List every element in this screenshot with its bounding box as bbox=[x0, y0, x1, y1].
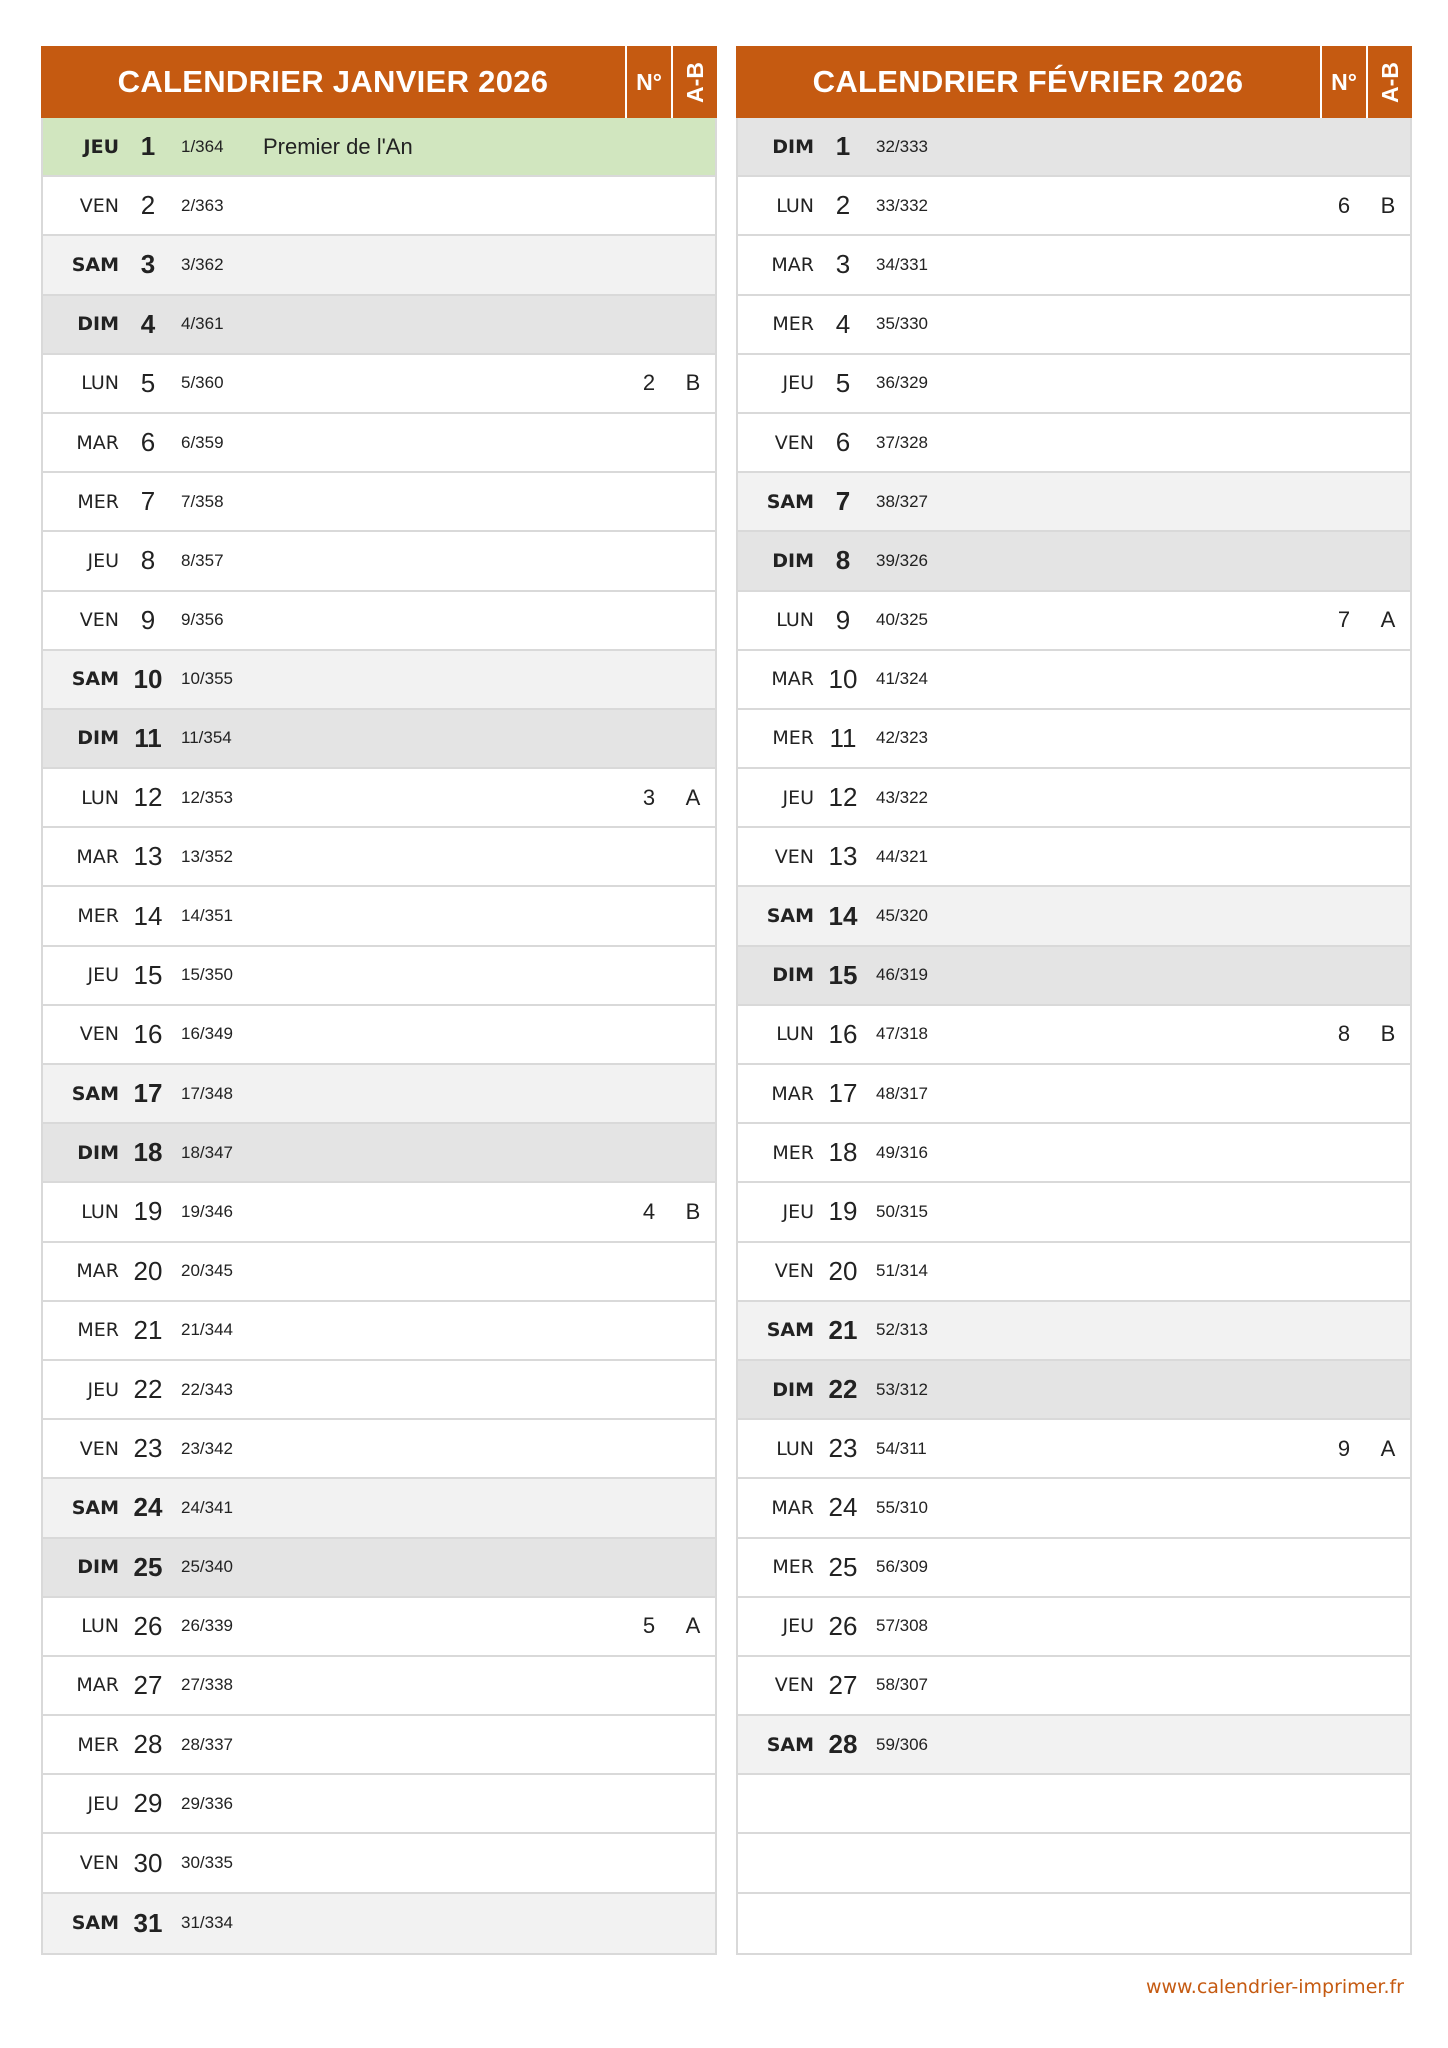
week-number: 8 bbox=[1337, 1021, 1351, 1047]
day-of-week: JEU bbox=[87, 549, 119, 572]
day-of-week: LUN bbox=[81, 1200, 119, 1223]
day-of-year: 52/313 bbox=[876, 1320, 928, 1340]
day-of-year: 26/339 bbox=[181, 1616, 233, 1636]
day-of-year: 22/343 bbox=[181, 1379, 233, 1399]
day-of-week: LUN bbox=[81, 786, 119, 809]
day-row bbox=[738, 1065, 1410, 1124]
ab-week-header bbox=[1366, 46, 1412, 118]
day-note: Premier de l'An bbox=[263, 133, 413, 159]
day-rows bbox=[43, 118, 715, 1953]
day-row bbox=[43, 1065, 715, 1124]
day-of-week: MER bbox=[772, 313, 814, 336]
day-of-year: 20/345 bbox=[181, 1261, 233, 1281]
day-row bbox=[738, 1716, 1410, 1775]
day-row bbox=[43, 1657, 715, 1716]
day-row bbox=[738, 769, 1410, 828]
day-row bbox=[738, 1302, 1410, 1361]
day-of-week: MER bbox=[77, 1319, 119, 1342]
day-of-year: 8/357 bbox=[181, 550, 224, 570]
month-january bbox=[41, 46, 717, 1955]
day-of-year: 18/347 bbox=[181, 1142, 233, 1162]
day-number: 19 bbox=[828, 1196, 858, 1227]
day-row bbox=[43, 592, 715, 651]
day-rows bbox=[738, 118, 1410, 1953]
day-number: 8 bbox=[835, 545, 851, 576]
week-number: 3 bbox=[642, 784, 656, 810]
day-row bbox=[43, 473, 715, 532]
day-row bbox=[738, 296, 1410, 355]
day-row bbox=[738, 1479, 1410, 1538]
day-row bbox=[43, 1302, 715, 1361]
day-of-week: SAM bbox=[71, 668, 119, 691]
day-number: 27 bbox=[133, 1669, 163, 1700]
day-of-year: 54/311 bbox=[876, 1438, 927, 1458]
day-of-week: MAR bbox=[771, 1496, 814, 1519]
day-of-week: SAM bbox=[71, 253, 119, 276]
day-of-week: MER bbox=[77, 490, 119, 513]
day-of-year: 24/341 bbox=[181, 1497, 233, 1517]
day-of-week: MER bbox=[77, 1733, 119, 1756]
day-of-year: 25/340 bbox=[181, 1557, 233, 1577]
day-row bbox=[43, 118, 715, 177]
day-of-year: 15/350 bbox=[181, 965, 233, 985]
day-number: 28 bbox=[133, 1729, 163, 1760]
day-row bbox=[43, 1183, 715, 1242]
day-of-week: DIM bbox=[772, 135, 814, 158]
month-header bbox=[41, 46, 717, 118]
day-of-year: 11/354 bbox=[181, 728, 232, 748]
day-of-year: 19/346 bbox=[181, 1201, 233, 1221]
day-of-year: 41/324 bbox=[876, 669, 928, 689]
day-of-week: LUN bbox=[81, 372, 119, 395]
ab-week: A bbox=[1380, 1435, 1396, 1461]
day-of-year: 37/328 bbox=[876, 432, 928, 452]
day-number: 11 bbox=[829, 722, 857, 753]
day-row bbox=[43, 1124, 715, 1183]
day-of-week: VEN bbox=[774, 845, 814, 868]
day-number: 13 bbox=[133, 841, 163, 872]
month-title: CALENDRIER JANVIER 2026 bbox=[117, 64, 549, 99]
day-of-year: 56/309 bbox=[876, 1557, 928, 1577]
day-of-year: 4/361 bbox=[181, 314, 224, 334]
day-of-year: 36/329 bbox=[876, 373, 928, 393]
day-number: 2 bbox=[140, 190, 156, 221]
day-number: 22 bbox=[828, 1374, 858, 1405]
ab-week-header bbox=[671, 46, 717, 118]
day-of-week: VEN bbox=[79, 609, 119, 632]
ab-week: A bbox=[685, 784, 701, 810]
day-of-week: MER bbox=[772, 1556, 814, 1579]
day-row bbox=[738, 177, 1410, 236]
day-row bbox=[738, 1006, 1410, 1065]
day-of-year: 29/336 bbox=[181, 1793, 233, 1813]
day-of-year: 51/314 bbox=[876, 1261, 928, 1281]
day-of-year: 12/353 bbox=[181, 787, 233, 807]
day-of-year: 50/315 bbox=[876, 1201, 928, 1221]
day-of-week: VEN bbox=[774, 1674, 814, 1697]
day-number: 4 bbox=[835, 308, 851, 339]
day-number: 1 bbox=[835, 131, 851, 162]
day-number: 18 bbox=[133, 1137, 163, 1168]
day-of-year: 38/327 bbox=[876, 491, 928, 511]
day-of-year: 21/344 bbox=[181, 1320, 233, 1340]
day-of-week: JEU bbox=[782, 786, 814, 809]
day-number: 12 bbox=[828, 782, 858, 813]
day-of-year: 6/359 bbox=[181, 432, 224, 452]
day-number: 9 bbox=[835, 604, 851, 635]
day-row bbox=[43, 1420, 715, 1479]
day-row bbox=[738, 651, 1410, 710]
day-of-year: 59/306 bbox=[876, 1734, 928, 1754]
week-number: 9 bbox=[1337, 1435, 1351, 1461]
day-of-year: 55/310 bbox=[876, 1497, 928, 1517]
day-of-week: DIM bbox=[77, 313, 119, 336]
day-of-week: SAM bbox=[766, 1319, 814, 1342]
day-number: 8 bbox=[140, 545, 156, 576]
day-of-year: 35/330 bbox=[876, 314, 928, 334]
day-number: 5 bbox=[140, 367, 156, 398]
day-number: 21 bbox=[133, 1314, 163, 1345]
website-link[interactable]: www.calendrier-imprimer.fr bbox=[1145, 1976, 1404, 1998]
day-number: 7 bbox=[140, 486, 156, 517]
day-number: 7 bbox=[835, 486, 851, 517]
day-of-week: JEU bbox=[782, 1200, 814, 1223]
day-number: 16 bbox=[133, 1018, 163, 1049]
day-of-week: JEU bbox=[782, 372, 814, 395]
day-of-week: JEU bbox=[87, 1792, 119, 1815]
day-row bbox=[43, 769, 715, 828]
day-of-year: 27/338 bbox=[181, 1675, 233, 1695]
day-row bbox=[43, 1716, 715, 1775]
day-of-week: LUN bbox=[776, 1023, 814, 1046]
day-of-week: LUN bbox=[81, 1615, 119, 1638]
day-of-year: 49/316 bbox=[876, 1142, 928, 1162]
day-of-year: 45/320 bbox=[876, 906, 928, 926]
day-row bbox=[738, 828, 1410, 887]
day-of-year: 16/349 bbox=[181, 1024, 233, 1044]
day-of-week: DIM bbox=[77, 727, 119, 750]
day-number: 28 bbox=[828, 1729, 858, 1760]
day-of-week: MER bbox=[77, 905, 119, 928]
day-number: 24 bbox=[828, 1492, 858, 1523]
day-number: 6 bbox=[835, 427, 851, 458]
day-row bbox=[43, 414, 715, 473]
day-number: 12 bbox=[133, 782, 163, 813]
day-number: 26 bbox=[828, 1610, 858, 1641]
day-number: 15 bbox=[828, 959, 858, 990]
day-number: 10 bbox=[133, 663, 163, 694]
day-of-year: 42/323 bbox=[876, 728, 928, 748]
week-number: 6 bbox=[1337, 192, 1351, 218]
day-of-week: VEN bbox=[774, 1260, 814, 1283]
day-number: 9 bbox=[140, 604, 156, 635]
day-of-year: 33/332 bbox=[876, 195, 928, 215]
day-row bbox=[738, 1183, 1410, 1242]
day-number: 27 bbox=[828, 1669, 858, 1700]
day-row bbox=[738, 118, 1410, 177]
day-of-week: VEN bbox=[79, 1023, 119, 1046]
day-row bbox=[43, 947, 715, 1006]
day-number: 22 bbox=[133, 1374, 163, 1405]
day-row bbox=[738, 1420, 1410, 1479]
day-of-year: 53/312 bbox=[876, 1379, 928, 1399]
day-row bbox=[738, 887, 1410, 946]
day-of-week: LUN bbox=[776, 609, 814, 632]
day-of-year: 39/326 bbox=[876, 550, 928, 570]
day-of-week: JEU bbox=[87, 964, 119, 987]
day-row bbox=[738, 1361, 1410, 1420]
day-of-week: SAM bbox=[71, 1912, 119, 1935]
day-of-week: DIM bbox=[772, 964, 814, 987]
day-of-week: JEU bbox=[782, 1615, 814, 1638]
day-number: 5 bbox=[835, 367, 851, 398]
ab-week: B bbox=[1380, 192, 1396, 218]
ab-week: A bbox=[1380, 607, 1396, 633]
day-row bbox=[738, 1243, 1410, 1302]
day-of-year: 5/360 bbox=[181, 373, 224, 393]
day-of-year: 10/355 bbox=[181, 669, 233, 689]
day-of-year: 31/334 bbox=[181, 1913, 233, 1933]
day-row bbox=[43, 1894, 715, 1953]
day-number: 26 bbox=[133, 1610, 163, 1641]
day-number: 24 bbox=[133, 1492, 163, 1523]
day-row bbox=[738, 236, 1410, 295]
day-of-year: 46/319 bbox=[876, 965, 928, 985]
day-row bbox=[43, 1361, 715, 1420]
ab-week: B bbox=[1380, 1021, 1396, 1047]
day-row bbox=[43, 1479, 715, 1538]
day-row bbox=[43, 532, 715, 591]
day-of-week: JEU bbox=[87, 1378, 119, 1401]
day-number: 25 bbox=[133, 1551, 163, 1582]
day-row bbox=[43, 1243, 715, 1302]
week-number: 2 bbox=[642, 370, 656, 396]
day-of-week: VEN bbox=[79, 194, 119, 217]
day-of-week: MAR bbox=[771, 253, 814, 276]
day-of-year: 43/322 bbox=[876, 787, 928, 807]
day-of-year: 48/317 bbox=[876, 1083, 928, 1103]
day-row bbox=[738, 414, 1410, 473]
day-row bbox=[738, 473, 1410, 532]
day-of-year: 14/351 bbox=[181, 906, 233, 926]
ab-week: B bbox=[685, 1198, 701, 1224]
day-of-week: MAR bbox=[771, 1082, 814, 1105]
day-of-week: MAR bbox=[771, 668, 814, 691]
day-of-week: DIM bbox=[77, 1556, 119, 1579]
day-of-year: 3/362 bbox=[181, 254, 224, 274]
day-of-week: LUN bbox=[776, 194, 814, 217]
day-row bbox=[738, 710, 1410, 769]
day-number: 11 bbox=[134, 722, 162, 753]
day-of-week: MER bbox=[772, 727, 814, 750]
day-number: 14 bbox=[133, 900, 163, 931]
day-row bbox=[43, 1539, 715, 1598]
day-of-year: 1/364 bbox=[181, 136, 224, 156]
day-row bbox=[738, 1539, 1410, 1598]
day-number: 3 bbox=[140, 249, 156, 280]
day-of-week: SAM bbox=[766, 1733, 814, 1756]
week-number: 4 bbox=[642, 1198, 656, 1224]
day-number: 19 bbox=[133, 1196, 163, 1227]
day-row bbox=[43, 1006, 715, 1065]
day-of-year: 7/358 bbox=[181, 491, 224, 511]
day-of-week: SAM bbox=[766, 905, 814, 928]
day-of-week: MAR bbox=[76, 431, 119, 454]
day-number: 23 bbox=[133, 1433, 163, 1464]
day-of-week: MER bbox=[772, 1141, 814, 1164]
day-of-year: 58/307 bbox=[876, 1675, 928, 1695]
day-of-year: 47/318 bbox=[876, 1024, 928, 1044]
day-of-year: 34/331 bbox=[876, 254, 928, 274]
day-number: 23 bbox=[828, 1433, 858, 1464]
day-number: 20 bbox=[133, 1255, 163, 1286]
ab-week: B bbox=[685, 370, 701, 396]
day-of-week: DIM bbox=[77, 1141, 119, 1164]
week-number: 7 bbox=[1337, 607, 1351, 633]
day-of-year: 28/337 bbox=[181, 1734, 233, 1754]
day-row bbox=[738, 1657, 1410, 1716]
day-of-year: 40/325 bbox=[876, 610, 928, 630]
empty-row bbox=[738, 1894, 1410, 1953]
day-row bbox=[738, 947, 1410, 1006]
day-row bbox=[738, 1124, 1410, 1183]
day-of-week: JEU bbox=[83, 135, 119, 158]
day-number: 1 bbox=[140, 131, 156, 162]
day-of-year: 9/356 bbox=[181, 610, 224, 630]
day-of-week: MAR bbox=[76, 1674, 119, 1697]
day-number: 14 bbox=[828, 900, 858, 931]
day-row bbox=[43, 710, 715, 769]
day-of-year: 32/333 bbox=[876, 136, 928, 156]
day-of-year: 57/308 bbox=[876, 1616, 928, 1636]
day-of-week: DIM bbox=[772, 549, 814, 572]
day-row bbox=[738, 592, 1410, 651]
day-row bbox=[43, 1598, 715, 1657]
ab-week-header-label: A-B bbox=[1376, 61, 1403, 103]
day-row bbox=[43, 296, 715, 355]
day-number: 17 bbox=[828, 1078, 858, 1109]
day-row bbox=[43, 1775, 715, 1834]
day-of-year: 13/352 bbox=[181, 846, 233, 866]
day-of-week: VEN bbox=[79, 1437, 119, 1460]
day-number: 31 bbox=[133, 1907, 163, 1938]
day-number: 16 bbox=[828, 1018, 858, 1049]
day-row bbox=[738, 1598, 1410, 1657]
day-row bbox=[738, 532, 1410, 591]
empty-row bbox=[738, 1834, 1410, 1893]
month-february bbox=[736, 46, 1412, 1955]
day-of-week: SAM bbox=[71, 1082, 119, 1105]
day-row bbox=[43, 236, 715, 295]
day-number: 30 bbox=[133, 1847, 163, 1878]
day-of-week: LUN bbox=[776, 1437, 814, 1460]
day-row bbox=[43, 177, 715, 236]
week-number: 5 bbox=[642, 1613, 656, 1639]
day-row bbox=[738, 355, 1410, 414]
day-of-week: MAR bbox=[76, 845, 119, 868]
day-of-year: 44/321 bbox=[876, 846, 928, 866]
month-header bbox=[736, 46, 1412, 118]
week-number-header: N° bbox=[625, 46, 671, 118]
day-number: 13 bbox=[828, 841, 858, 872]
ab-week: A bbox=[685, 1613, 701, 1639]
day-of-year: 30/335 bbox=[181, 1853, 233, 1873]
ab-week-header-label: A-B bbox=[681, 61, 708, 103]
day-number: 17 bbox=[133, 1078, 163, 1109]
day-row bbox=[43, 828, 715, 887]
day-of-year: 23/342 bbox=[181, 1438, 233, 1458]
day-number: 29 bbox=[133, 1788, 163, 1819]
day-row bbox=[43, 1834, 715, 1893]
day-row bbox=[43, 355, 715, 414]
day-of-year: 17/348 bbox=[181, 1083, 233, 1103]
day-number: 10 bbox=[828, 663, 858, 694]
empty-row bbox=[738, 1775, 1410, 1834]
day-number: 21 bbox=[828, 1314, 858, 1345]
day-number: 3 bbox=[835, 249, 851, 280]
day-number: 18 bbox=[828, 1137, 858, 1168]
day-number: 15 bbox=[133, 959, 163, 990]
day-of-week: VEN bbox=[774, 431, 814, 454]
day-number: 20 bbox=[828, 1255, 858, 1286]
day-of-week: DIM bbox=[772, 1378, 814, 1401]
day-row bbox=[43, 651, 715, 710]
day-row bbox=[43, 887, 715, 946]
day-number: 6 bbox=[140, 427, 156, 458]
day-number: 25 bbox=[828, 1551, 858, 1582]
day-of-week: SAM bbox=[766, 490, 814, 513]
week-number-header: N° bbox=[1320, 46, 1366, 118]
day-of-week: MAR bbox=[76, 1260, 119, 1283]
day-of-year: 2/363 bbox=[181, 195, 224, 215]
day-number: 2 bbox=[835, 190, 851, 221]
day-number: 4 bbox=[140, 308, 156, 339]
day-of-week: SAM bbox=[71, 1496, 119, 1519]
month-title: CALENDRIER FÉVRIER 2026 bbox=[812, 64, 1244, 99]
day-of-week: VEN bbox=[79, 1852, 119, 1875]
